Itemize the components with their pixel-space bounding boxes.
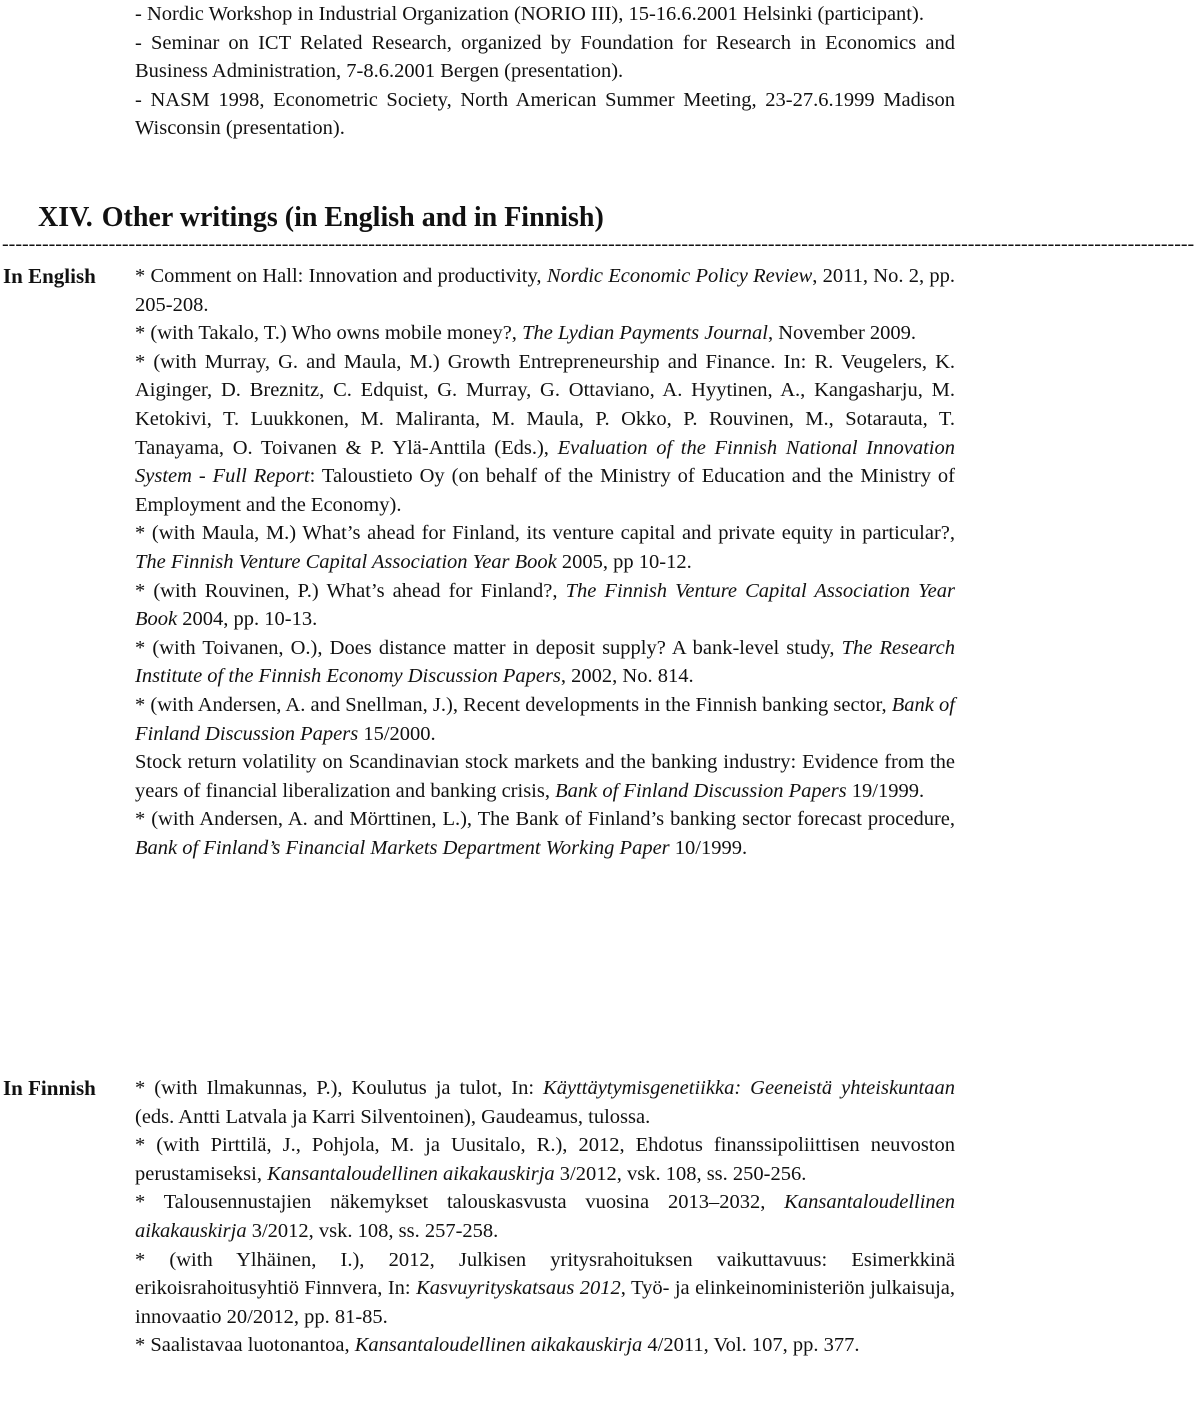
- writing-entry: [135, 1246, 955, 1332]
- entry-text: * (with Maula, M.) What’s ahead for Finland, its venture capital and private equity in particular?,: [135, 522, 955, 545]
- writing-entry: [135, 1188, 955, 1245]
- writing-entry: [135, 519, 955, 576]
- entry-text: - NASM 1998, Econometric Society, North American Summer Meeting, 23-27.6.1999 Madison Wisconsin (presentation).: [135, 88, 955, 140]
- finnish-label: In Finnish: [3, 1076, 96, 1100]
- conference-list: [135, 0, 955, 143]
- entry-text: 15/2000.: [358, 722, 436, 745]
- entry-text: * (with Ilmakunnas, P.), Koulutus ja tulot, In:: [135, 1077, 544, 1099]
- writing-entry: [135, 319, 955, 348]
- english-writings-list: [135, 262, 955, 862]
- entry-text: 2004, pp. 10-13.: [177, 608, 318, 631]
- entry-text: Stock return volatility on Scandinavian stock markets and the banking industry: Evidence from the years of financial liberalization and banking crisis,: [135, 751, 955, 802]
- writing-entry: [135, 1331, 955, 1360]
- writing-entry: [135, 348, 955, 520]
- publication-title: The Finnish Venture Capital Association Year Book: [135, 550, 557, 573]
- finnish-writings-list: [135, 1074, 955, 1360]
- entry-text: 4/2011, Vol. 107, pp. 377.: [642, 1334, 860, 1357]
- entry-text: * Comment on Hall: Innovation and productivity,: [135, 265, 547, 287]
- entry-text: 10/1999.: [669, 836, 748, 859]
- publication-title: Kansantaloudellinen aikakauskirja: [135, 1191, 955, 1242]
- publication-title: Kasvuyrityskatsaus 2012: [416, 1277, 621, 1300]
- entry-text: * Talousennustajien näkemykset talouskasvusta vuosina 2013–2032,: [135, 1191, 785, 1214]
- writing-entry: [135, 634, 955, 691]
- writing-entry: [135, 1131, 955, 1188]
- entry-text: * (with Murray, G. and Maula, M.) Growth Entrepreneurship and Finance. In: R. Veugelers, K. Aiginger, D. Breznitz, C. Edquist, G. Murray, G. Ottaviano, A. Hyytinen, A., Kangasharju, M. Ketokivi, T. Luukkonen, M. Maliranta, M. Maula, P. Okko, P. Rouvinen, M., Sotarauta, T. Tanayama, O. Toivanen & P. Ylä-Anttila (Eds.),: [135, 350, 955, 459]
- publication-title: Nordic Economic Policy Review: [546, 265, 813, 287]
- publication-title: The Finnish Venture Capital Association Year Book: [135, 579, 955, 631]
- entry-text: * (with Takalo, T.) Who owns mobile money?,: [135, 322, 523, 345]
- entry-text: * (with Rouvinen, P.) What’s ahead for Finland?,: [135, 579, 566, 602]
- writing-entry: [135, 0, 955, 29]
- section-divider: -----------------------------------------------------------------------------------------------------------------------------------------------------------------------------------: [2, 233, 1194, 255]
- entry-text: 3/2012, vsk. 108, ss. 257-258.: [246, 1219, 499, 1242]
- publication-title: The Research Institute of the Finnish Economy Discussion Papers: [135, 636, 955, 688]
- entry-text: 3/2012, vsk. 108, ss. 250-256.: [554, 1162, 807, 1185]
- entry-text: - Nordic Workshop in Industrial Organization (NORIO III), 15-16.6.2001 Helsinki (participant).: [135, 3, 924, 25]
- entry-text: , 2002, No. 814.: [560, 665, 694, 688]
- writing-entry: [135, 691, 955, 748]
- entry-text: , 2011, No. 2, pp. 205-208.: [135, 265, 955, 316]
- entry-text: 19/1999.: [846, 779, 925, 802]
- entry-text: , Työ- ja elinkeinoministeriön julkaisuja, innovaatio 20/2012, pp. 81-85.: [135, 1277, 956, 1328]
- writing-entry: [135, 29, 955, 86]
- publication-title: Evaluation of the Finnish National Innovation System - Full Report: [135, 436, 955, 488]
- writing-entry: [135, 262, 955, 319]
- entry-text: - Seminar on ICT Related Research, organized by Foundation for Research in Economics and Business Administration, 7-8.6.2001 Bergen (presentation).: [135, 31, 955, 83]
- writing-entry: [135, 86, 955, 143]
- publication-title: Bank of Finland Discussion Papers: [135, 693, 955, 745]
- writing-entry: [135, 805, 955, 862]
- section-number: XIV.: [38, 202, 93, 233]
- section-heading: [38, 200, 604, 236]
- entry-text: * (with Pirttilä, J., Pohjola, M. ja Uusitalo, R.), 2012, Ehdotus finanssipoliittisen neuvoston perustamiseksi,: [135, 1134, 955, 1185]
- publication-title: Kansantaloudellinen aikakauskirja: [354, 1334, 643, 1357]
- entry-text: : Taloustieto Oy (on behalf of the Ministry of Education and the Ministry of Employment and the Economy).: [135, 465, 955, 516]
- entry-text: * (with Andersen, A. and Mörttinen, L.), The Bank of Finland’s banking sector forecast procedure,: [135, 808, 955, 831]
- entry-text: * (with Toivanen, O.), Does distance matter in deposit supply? A bank-level study,: [135, 636, 842, 659]
- writing-entry: [135, 1074, 955, 1131]
- writing-entry: [135, 748, 955, 805]
- entry-text: * (with Andersen, A. and Snellman, J.), Recent developments in the Finnish banking sector,: [135, 693, 892, 716]
- entry-text: (eds. Antti Latvala ja Karri Silventoinen), Gaudeamus, tulossa.: [135, 1105, 651, 1128]
- publication-title: The Lydian Payments Journal: [522, 322, 768, 345]
- writing-entry: [135, 577, 955, 634]
- entry-text: * (with Ylhäinen, I.), 2012, Julkisen yritysrahoituksen vaikuttavuus: Esimerkkinä erikoisrahoitusyhtiö Finnvera, In:: [135, 1248, 955, 1300]
- publication-title: Kansantaloudellinen aikakauskirja: [267, 1162, 555, 1185]
- english-label: In English: [3, 264, 96, 288]
- entry-text: 2005, pp 10-12.: [556, 550, 692, 573]
- entry-text: , November 2009.: [768, 322, 917, 345]
- section-title: Other writings (in English and in Finnish): [101, 202, 604, 233]
- publication-title: Käyttäytymisgenetiikka: Geeneistä yhteiskuntaan: [543, 1077, 955, 1099]
- publication-title: Bank of Finland’s Financial Markets Department Working Paper: [135, 836, 670, 859]
- publication-title: Bank of Finland Discussion Papers: [555, 779, 847, 802]
- entry-text: * Saalistavaa luotonantoa,: [135, 1334, 355, 1357]
